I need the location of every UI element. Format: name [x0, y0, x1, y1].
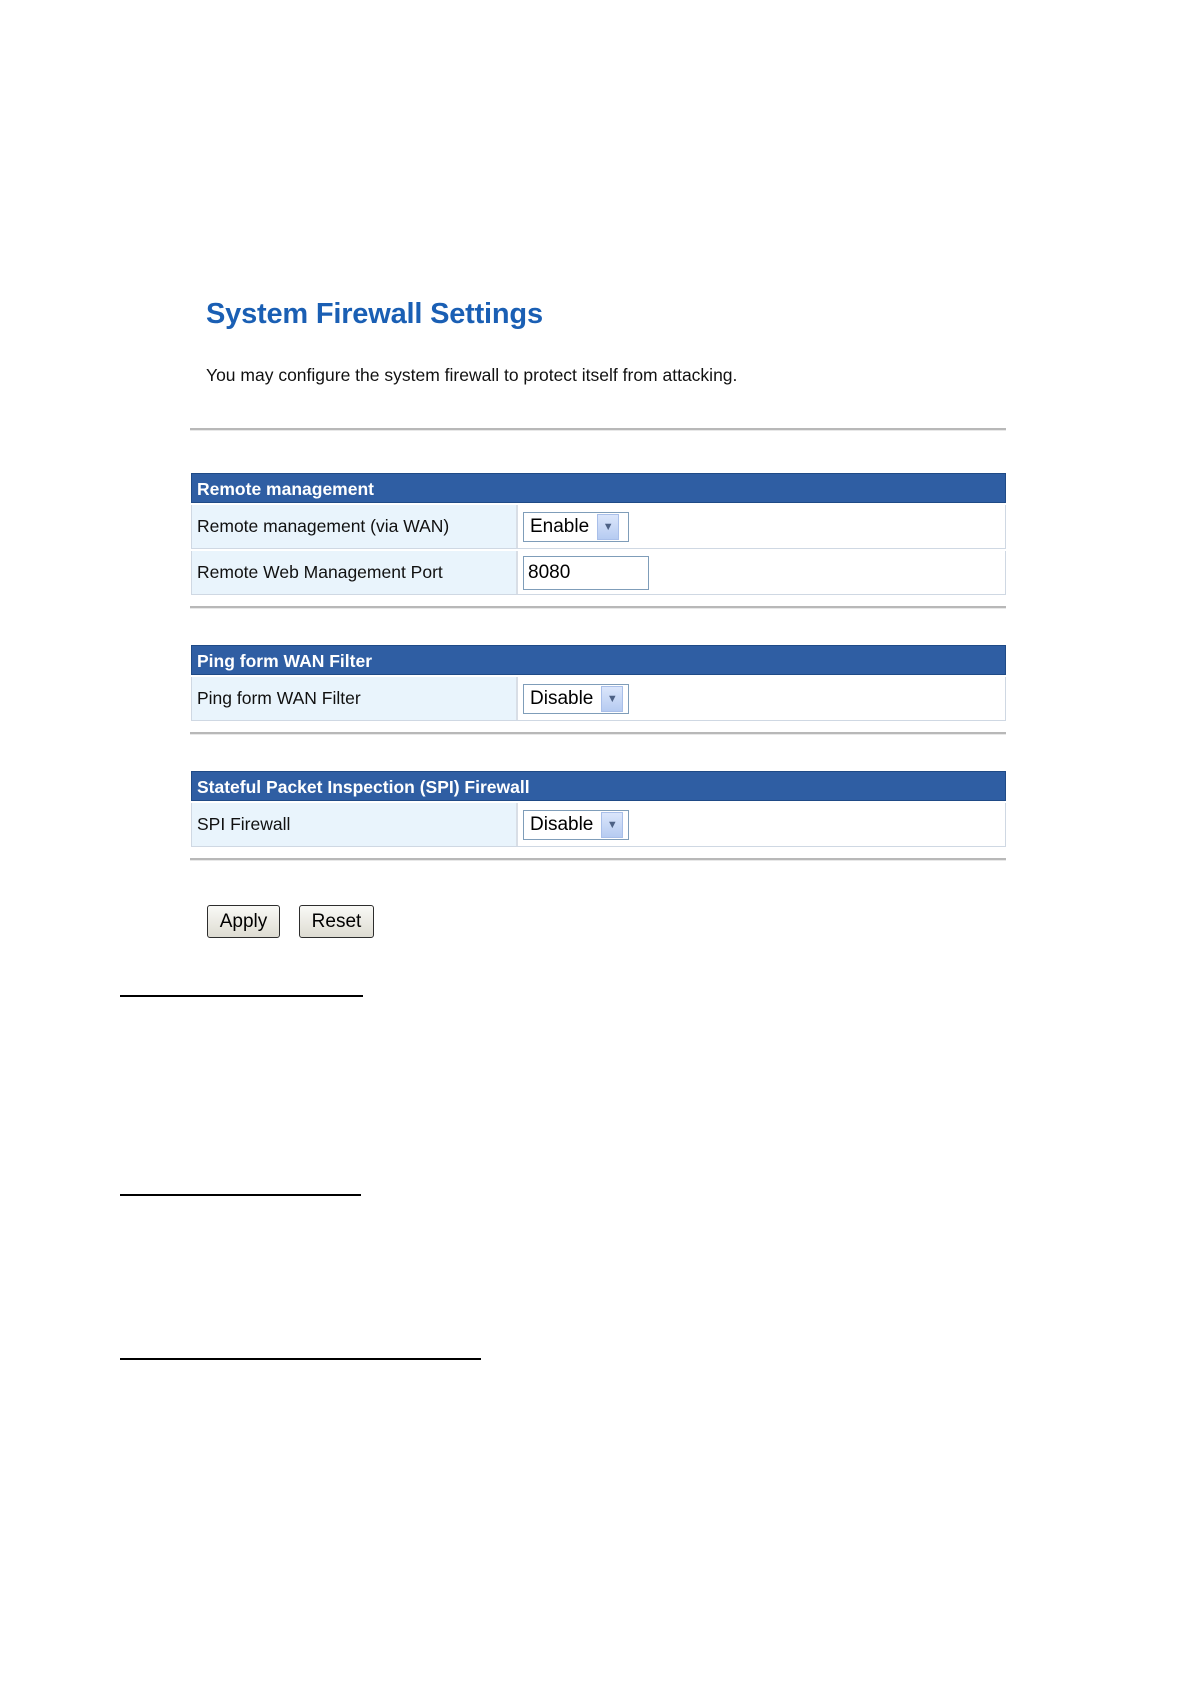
spi-firewall-select[interactable]: [523, 810, 629, 840]
row-remote-web-port: [191, 551, 1006, 595]
chevron-down-icon[interactable]: ▼: [601, 686, 623, 712]
row-spi-firewall: [191, 803, 1006, 847]
select-value: Enable: [530, 515, 590, 537]
select-value: Disable: [530, 813, 594, 835]
row-label: Ping form WAN Filter: [192, 677, 518, 720]
section-ping-wan-filter: [191, 645, 1006, 721]
ping-wan-filter-select[interactable]: [523, 684, 629, 714]
divider: [190, 428, 1006, 431]
row-value: [518, 677, 1005, 720]
page-title: System Firewall Settings: [206, 298, 543, 330]
row-value: [518, 551, 1005, 594]
row-label: Remote Web Management Port: [192, 551, 518, 594]
divider: [190, 858, 1006, 861]
document-underline-rule: [120, 995, 363, 997]
row-value: [518, 505, 1005, 548]
chevron-down-icon[interactable]: ▼: [601, 812, 623, 838]
section-remote-management: [191, 473, 1006, 595]
page-description: You may configure the system firewall to protect itself from attacking.: [206, 365, 738, 385]
chevron-down-icon[interactable]: ▼: [597, 514, 619, 540]
row-remote-management-wan: [191, 505, 1006, 549]
row-value: [518, 803, 1005, 846]
divider: [190, 732, 1006, 735]
row-label: Remote management (via WAN): [192, 505, 518, 548]
row-label: SPI Firewall: [192, 803, 518, 846]
remote-web-port-input[interactable]: [523, 556, 649, 590]
remote-management-select[interactable]: [523, 512, 629, 542]
divider: [190, 606, 1006, 609]
reset-button[interactable]: Reset: [299, 905, 374, 938]
document-underline-rule: [120, 1194, 361, 1196]
section-header-spi-firewall: Stateful Packet Inspection (SPI) Firewall: [191, 771, 1006, 801]
section-spi-firewall: [191, 771, 1006, 847]
document-underline-rule: [120, 1358, 481, 1360]
section-header-ping-wan-filter: Ping form WAN Filter: [191, 645, 1006, 675]
section-header-remote-management: Remote management: [191, 473, 1006, 503]
apply-button[interactable]: Apply: [207, 905, 280, 938]
select-value: Disable: [530, 687, 594, 709]
row-ping-wan-filter: [191, 677, 1006, 721]
